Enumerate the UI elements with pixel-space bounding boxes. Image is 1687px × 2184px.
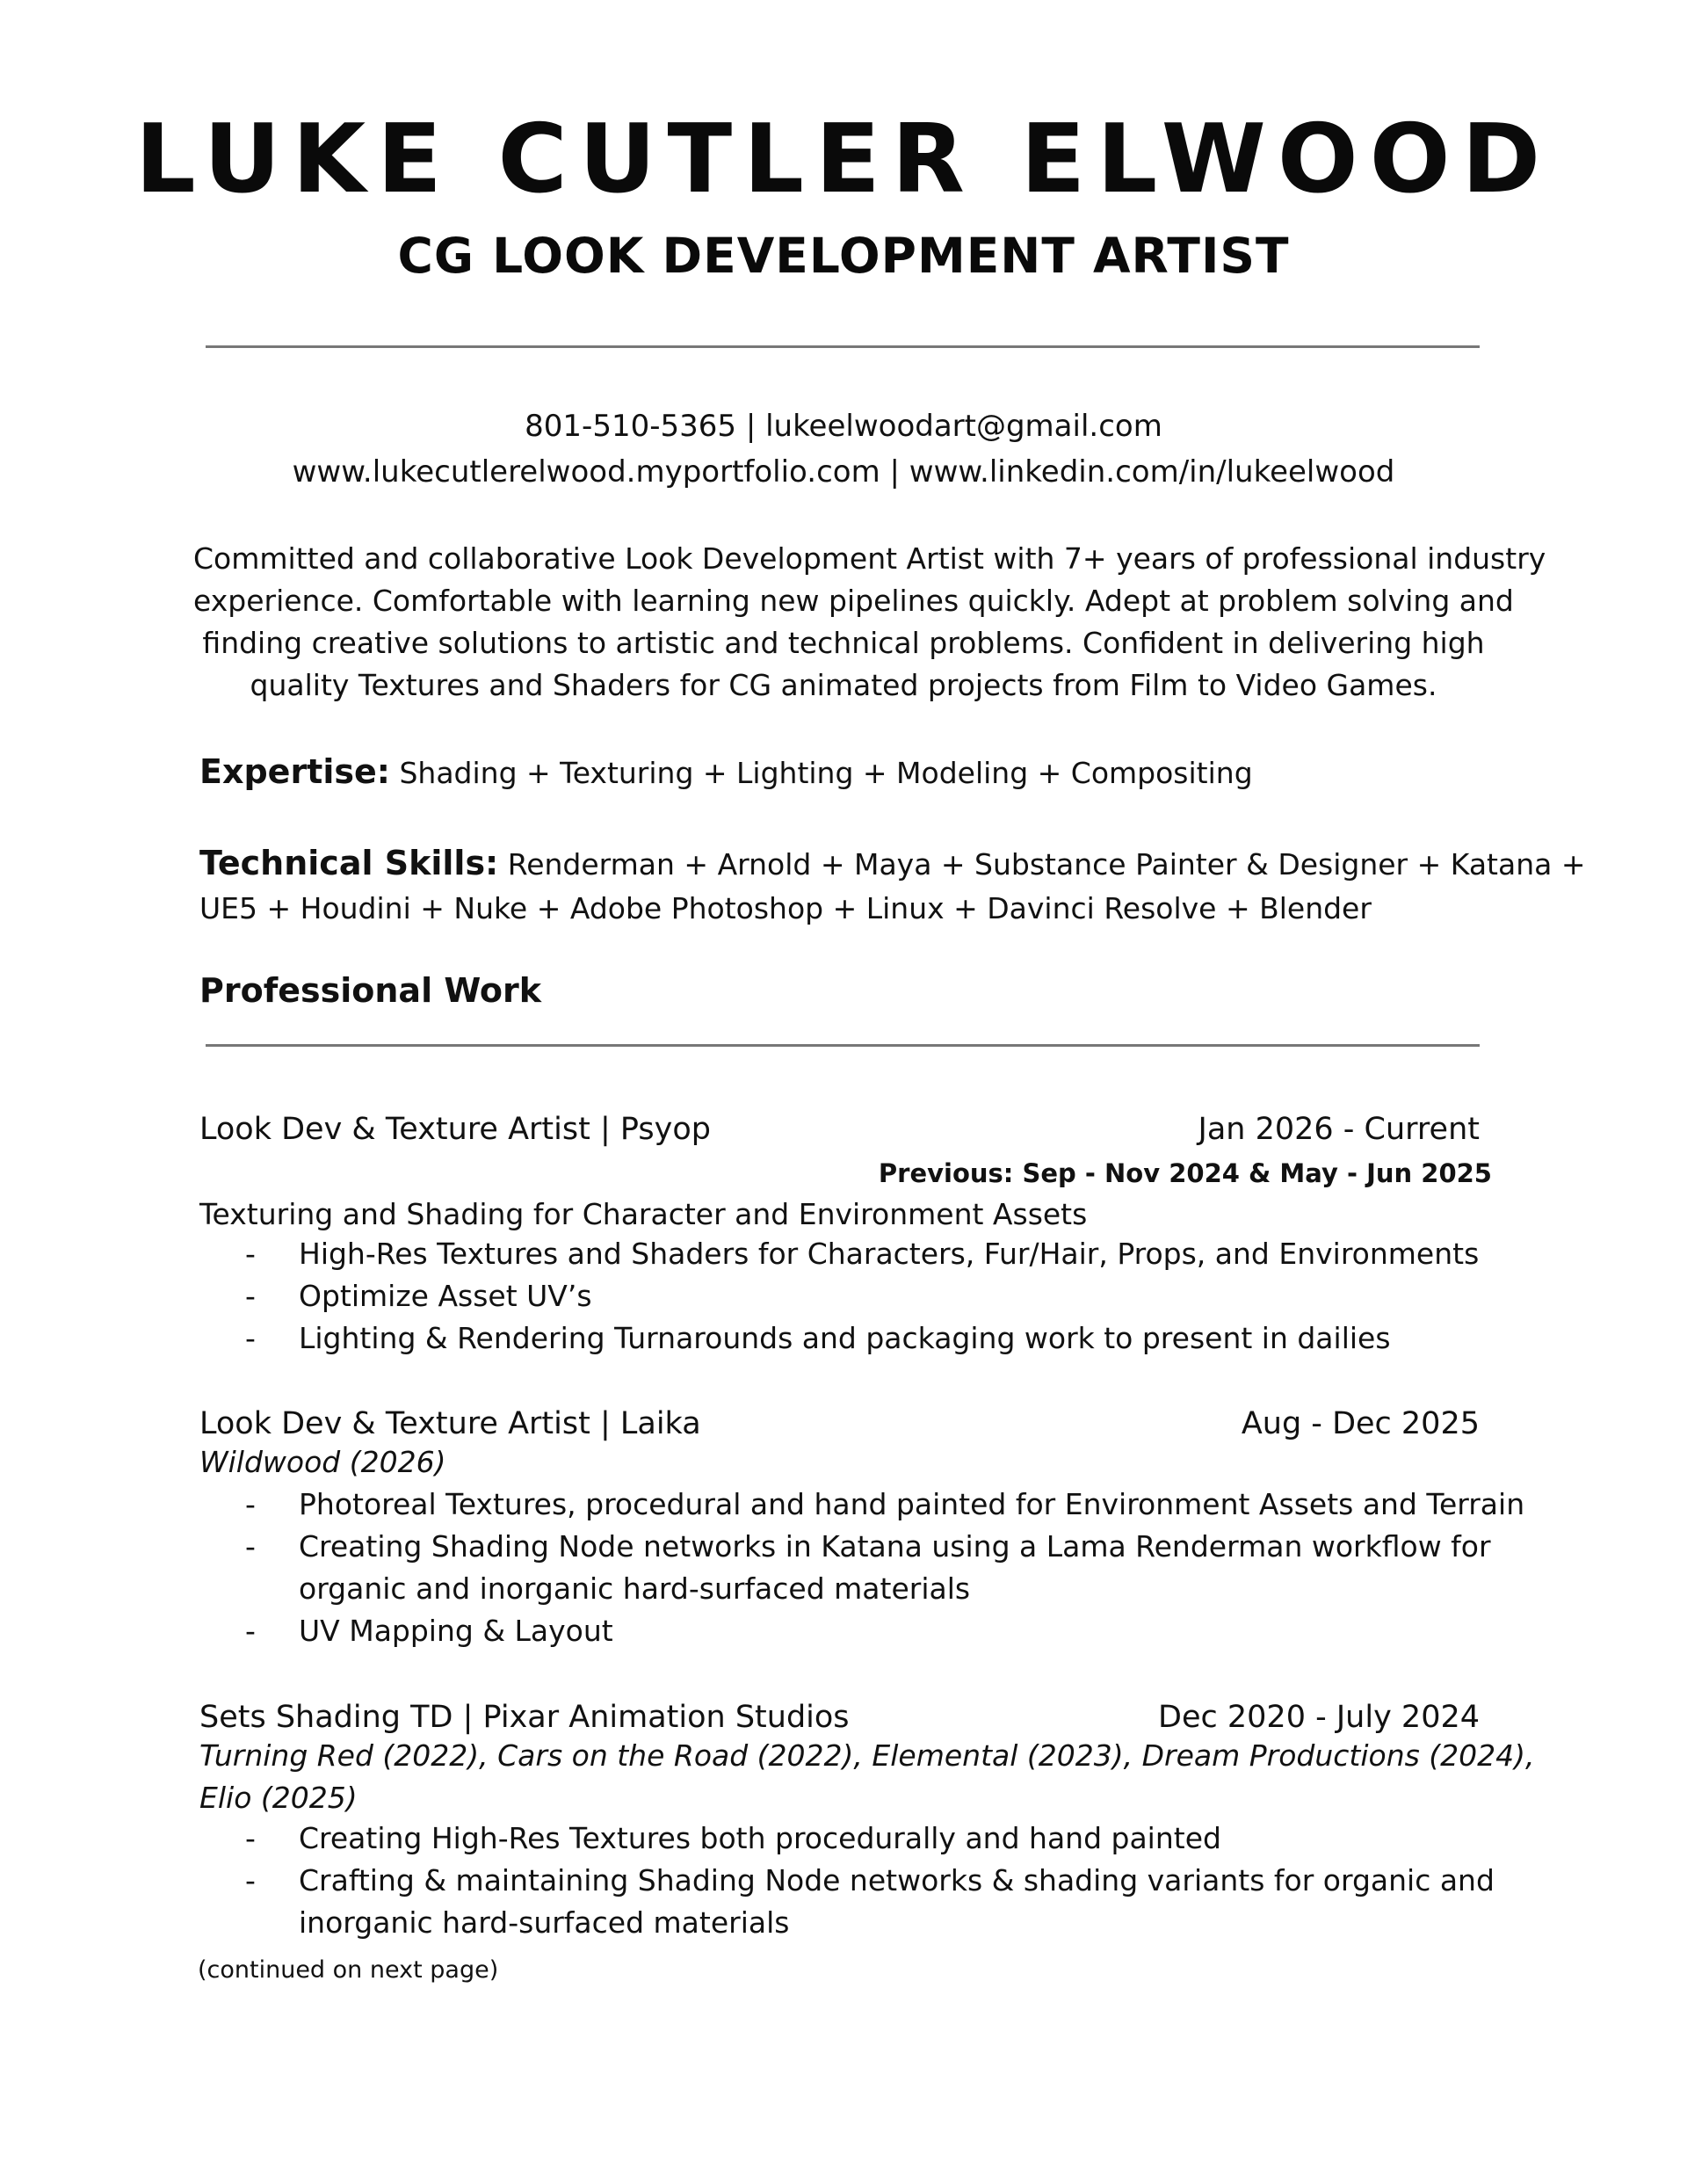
job-projects-laika: Wildwood (2026) [199, 1445, 446, 1479]
job-description-psyop: Texturing and Shading for Character and Environment Assets [199, 1197, 1088, 1231]
bullet-text: organic and inorganic hard-surfaced materials [299, 1571, 971, 1606]
bullet-text: Creating High-Res Textures both procedurally and hand painted [299, 1821, 1221, 1855]
job-dates-psyop: Jan 2026 - Current [1198, 1112, 1480, 1147]
bullet-dash: - [245, 1821, 256, 1855]
resume-title: CG LOOK DEVELOPMENT ARTIST [397, 228, 1290, 284]
technical-skills-value: Renderman + Arnold + Maya + Substance Painter & Designer + Katana + [498, 847, 1586, 882]
job-dates-pixar: Dec 2020 - July 2024 [1158, 1700, 1480, 1735]
summary-line: quality Textures and Shaders for CG animated projects from Film to Video Games. [250, 668, 1437, 702]
bullet-text: UV Mapping & Layout [299, 1614, 613, 1648]
expertise-label: Expertise: [199, 752, 390, 791]
job-previous-dates-psyop: Previous: Sep - Nov 2024 & May - Jun 2025 [878, 1158, 1492, 1188]
bullet-dash: - [245, 1863, 256, 1897]
bullet-text: High-Res Textures and Shaders for Characters, Fur/Hair, Props, and Environments [299, 1237, 1480, 1271]
bullet-dash: - [245, 1529, 256, 1564]
job-projects-pixar [199, 1735, 1535, 1819]
list-item [199, 1484, 1525, 1526]
job-title-laika: Look Dev & Texture Artist | Laika [199, 1406, 701, 1441]
job-projects-line: Turning Red (2022), Cars on the Road (2022), Elemental (2023), Dream Productions (2024), [199, 1738, 1535, 1773]
bullet-text: Creating Shading Node networks in Katana using a Lama Renderman workflow for [299, 1529, 1491, 1564]
list-item [199, 1233, 1517, 1275]
expertise-line [199, 749, 1253, 796]
bullet-dash: - [245, 1237, 256, 1271]
summary-line: experience. Comfortable with learning new pipelines quickly. Adept at problem solving and [193, 584, 1514, 618]
bullet-text: Optimize Asset UV’s [299, 1279, 592, 1313]
job-title-psyop: Look Dev & Texture Artist | Psyop [199, 1112, 711, 1147]
job-projects-line: Elio (2025) [199, 1781, 358, 1815]
technical-skills-line-1 [199, 840, 1585, 888]
job-bullets-psyop [199, 1233, 1517, 1360]
job-title-pixar: Sets Shading TD | Pixar Animation Studios [199, 1700, 850, 1735]
bullet-dash: - [245, 1487, 256, 1521]
job-bullets-pixar [199, 1818, 1517, 1944]
contact-line-links: www.lukecutlerelwood.myportfolio.com | www.linkedin.com/in/lukeelwood [292, 454, 1395, 490]
contact-line-phone-email: 801-510-5365 | lukeelwoodart@gmail.com [525, 409, 1162, 444]
list-item [199, 1275, 1517, 1317]
summary-paragraph [193, 538, 1546, 707]
job-dates-laika: Aug - Dec 2025 [1241, 1406, 1480, 1441]
bullet-text: inorganic hard-surfaced materials [299, 1905, 790, 1940]
list-item [199, 1317, 1517, 1360]
bullet-text: Photoreal Textures, procedural and hand painted for Environment Assets and Terrain [299, 1487, 1525, 1521]
bullet-dash: - [245, 1279, 256, 1313]
list-item [199, 1818, 1517, 1860]
technical-skills-label: Technical Skills: [199, 844, 499, 882]
expertise-value: Shading + Texturing + Lighting + Modeling + Compositing [389, 756, 1253, 790]
list-item [199, 1610, 1517, 1652]
resume-name: LUKE CUTLER ELWOOD [134, 105, 1553, 214]
bullet-text: Crafting & maintaining Shading Node networks & shading variants for organic and [299, 1863, 1495, 1897]
summary-line: finding creative solutions to artistic and technical problems. Confident in delivering high [202, 626, 1485, 660]
header-divider [206, 345, 1480, 348]
summary-line: Committed and collaborative Look Development Artist with 7+ years of professional industry [193, 541, 1546, 576]
continued-note: (continued on next page) [198, 1956, 499, 1984]
bullet-dash: - [245, 1321, 256, 1355]
job-bullets-laika [199, 1484, 1525, 1652]
list-item [199, 1860, 1517, 1944]
section-heading-professional-work: Professional Work [199, 971, 541, 1010]
section-divider [206, 1044, 1480, 1047]
technical-skills-line-2: UE5 + Houdini + Nuke + Adobe Photoshop + Linux + Davinci Resolve + Blender [199, 891, 1372, 925]
bullet-dash: - [245, 1614, 256, 1648]
bullet-text: Lighting & Rendering Turnarounds and packaging work to present in dailies [299, 1321, 1391, 1355]
list-item [199, 1526, 1517, 1610]
